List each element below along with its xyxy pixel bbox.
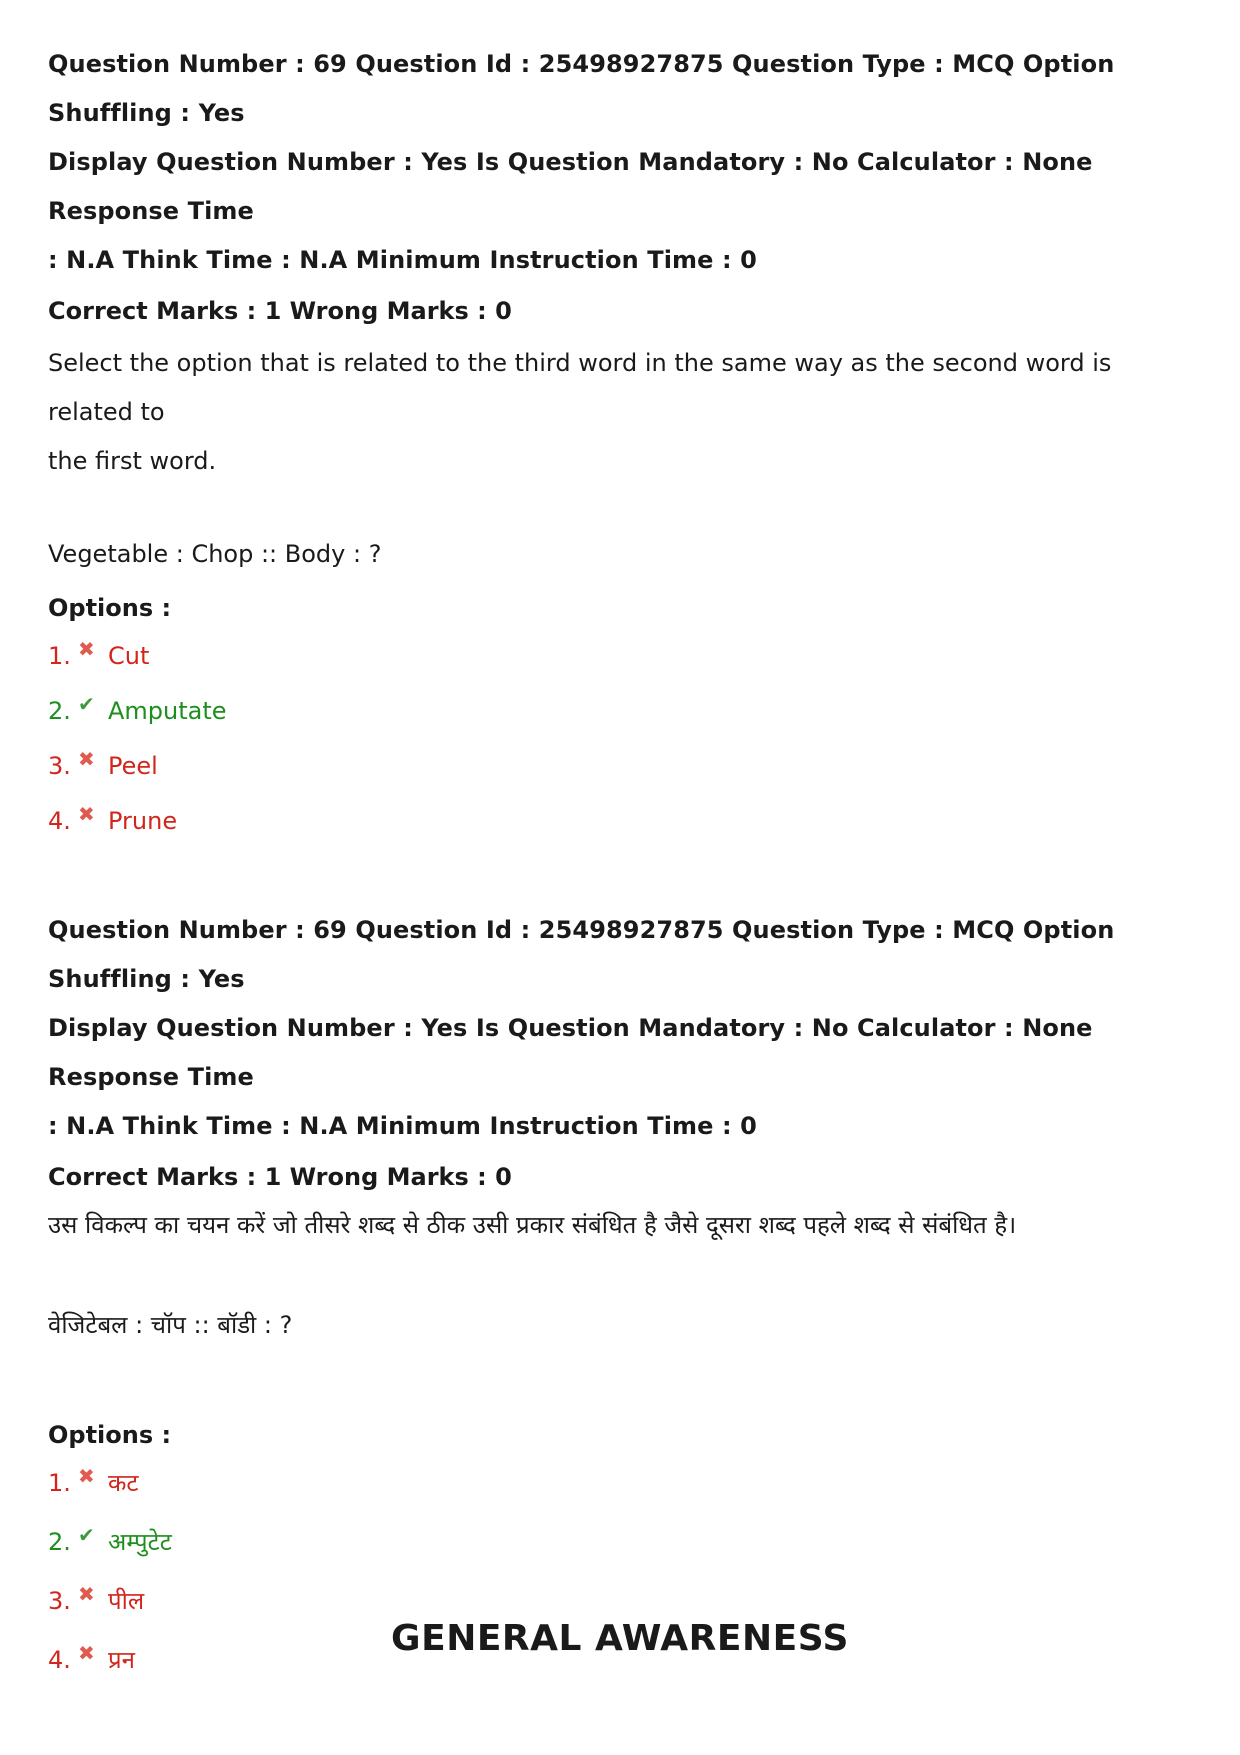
option-label: Peel	[108, 752, 158, 780]
section-title: GENERAL AWARENESS	[391, 1618, 849, 1659]
option-3	[48, 746, 1198, 801]
option-4	[48, 801, 1198, 856]
question-english	[48, 40, 1198, 856]
option-label: Prune	[108, 807, 178, 835]
correct-check-icon: ✔	[78, 1523, 95, 1547]
question-marks: Correct Marks : 1 Wrong Marks : 0	[48, 297, 512, 325]
options-label: Options :	[48, 594, 172, 622]
options-label: Options :	[48, 1421, 172, 1449]
option-2	[48, 1522, 1198, 1581]
correct-check-icon: ✔	[78, 692, 95, 716]
option-label: कट	[108, 1469, 139, 1497]
question-meta-line-2: Display Question Number : Yes Is Question Mandatory : No Calculator : None Response Time	[48, 1014, 1093, 1091]
question-marks: Correct Marks : 1 Wrong Marks : 0	[48, 1163, 512, 1191]
option-label: Cut	[108, 642, 150, 670]
option-number: 4.	[48, 1646, 71, 1674]
question-analogy: Vegetable : Chop :: Body : ?	[48, 540, 382, 568]
question-meta-line-1: Question Number : 69 Question Id : 25498927875 Question Type : MCQ Option Shuffling : Yes	[48, 50, 1115, 127]
option-number: 1.	[48, 1469, 71, 1497]
option-1	[48, 1463, 1198, 1522]
option-label: प्रन	[108, 1646, 135, 1674]
option-label: Amputate	[108, 697, 227, 725]
question-text-line-1: उस विकल्प का चयन करें जो तीसरे शब्द से ठीक उसी प्रकार संबंधित है जैसे दूसरा शब्द पहले शब्द से संबंधित है।	[48, 1211, 1017, 1239]
wrong-cross-icon: ✖	[78, 802, 95, 826]
option-number: 1.	[48, 642, 71, 670]
question-meta-line-3: : N.A Think Time : N.A Minimum Instruction Time : 0	[48, 246, 757, 274]
wrong-cross-icon: ✖	[78, 747, 95, 771]
wrong-cross-icon: ✖	[78, 1582, 95, 1606]
wrong-cross-icon: ✖	[78, 637, 95, 661]
question-text-line-1: Select the option that is related to the third word in the same way as the second word is related to	[48, 349, 1112, 426]
option-label: पील	[108, 1587, 145, 1615]
option-number: 4.	[48, 807, 71, 835]
option-number: 3.	[48, 752, 71, 780]
option-number: 2.	[48, 697, 71, 725]
question-text-line-2: the first word.	[48, 447, 217, 475]
wrong-cross-icon: ✖	[78, 1641, 95, 1665]
option-number: 2.	[48, 1528, 71, 1556]
question-meta-line-2: Display Question Number : Yes Is Question Mandatory : No Calculator : None Response Time	[48, 148, 1093, 225]
question-analogy: वेजिटेबल : चॉप :: बॉडी : ?	[48, 1311, 293, 1339]
option-2	[48, 691, 1198, 746]
option-label: अम्पुटेट	[108, 1528, 172, 1556]
option-number: 3.	[48, 1587, 71, 1615]
question-meta-line-1: Question Number : 69 Question Id : 25498927875 Question Type : MCQ Option Shuffling : Yes	[48, 916, 1115, 993]
question-meta-line-3: : N.A Think Time : N.A Minimum Instruction Time : 0	[48, 1112, 757, 1140]
wrong-cross-icon: ✖	[78, 1464, 95, 1488]
question-hindi	[48, 906, 1198, 1699]
question-page	[48, 40, 1198, 1699]
option-1	[48, 636, 1198, 691]
